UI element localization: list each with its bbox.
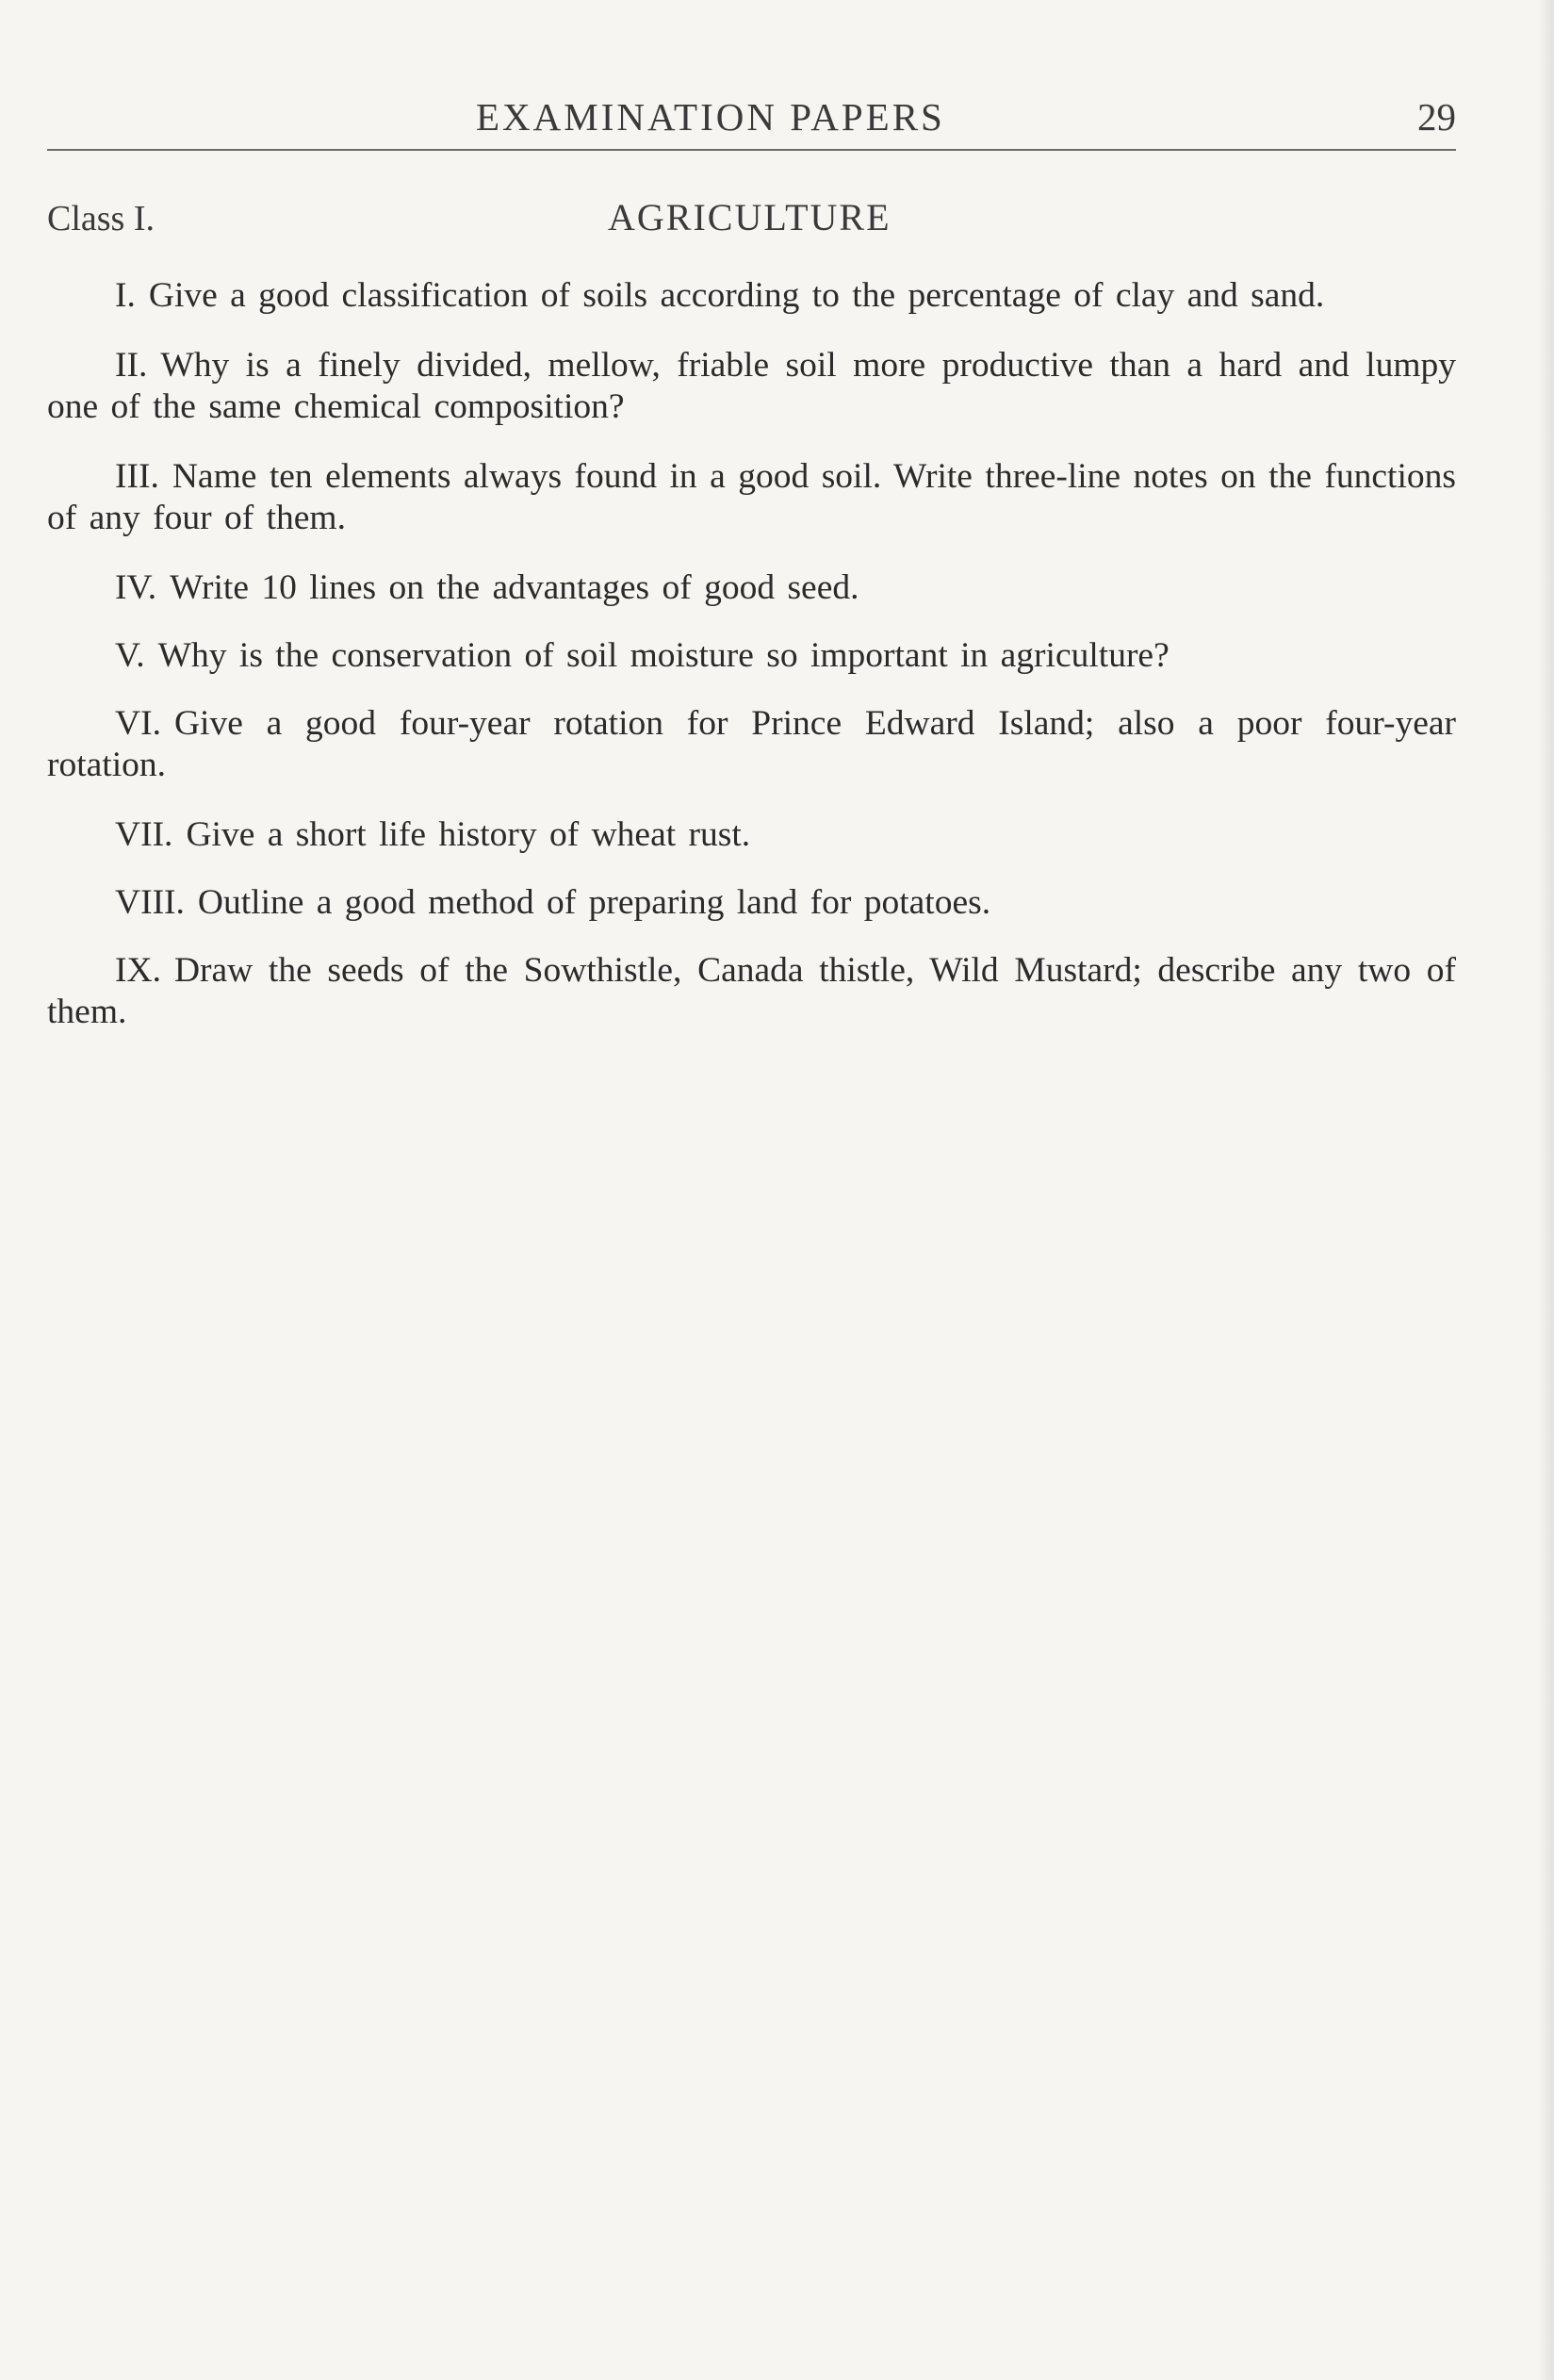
question-text: Why is a finely divided, mellow, friable soil more productive than a hard and lumpy one of the same chemical composition? — [47, 346, 1456, 426]
question-item — [47, 456, 1456, 539]
question-item — [47, 275, 1456, 317]
question-item — [47, 635, 1456, 677]
question-numeral: IX. — [115, 951, 161, 990]
running-head — [47, 94, 1456, 151]
question-item — [47, 814, 1456, 856]
header-rule — [47, 149, 1456, 151]
question-numeral: VIII. — [115, 883, 185, 922]
question-numeral: VI. — [115, 704, 161, 743]
class-label: Class I. — [47, 199, 155, 238]
question-numeral: I. — [115, 276, 136, 315]
question-numeral: IV. — [115, 568, 157, 607]
question-text: Why is the conservation of soil moisture so important in agriculture? — [157, 636, 1170, 675]
question-numeral: V. — [115, 636, 145, 675]
question-item — [47, 567, 1456, 609]
question-item — [47, 882, 1456, 924]
question-text: Name ten elements always found in a good soil. Write three-line notes on the functions of any four of them. — [47, 457, 1456, 537]
question-text: Draw the seeds of the Sowthistle, Canada thistle, Wild Mustard; describe any two of them. — [47, 951, 1456, 1031]
question-item — [47, 950, 1456, 1033]
question-text: Write 10 lines on the advantages of good seed. — [170, 568, 859, 607]
question-text: Give a good classification of soils according to the percentage of clay and sand. — [148, 276, 1325, 315]
subject-title: AGRICULTURE — [608, 196, 892, 238]
question-item — [47, 345, 1456, 428]
question-item — [47, 703, 1456, 786]
question-text: Give a short life history of wheat rust. — [186, 815, 751, 854]
question-list — [47, 275, 1456, 1061]
page-number: 29 — [1417, 95, 1456, 139]
question-text: Give a good four-year rotation for Prince Edward Island; also a poor four-year rotation. — [47, 704, 1456, 784]
running-title: EXAMINATION PAPERS — [476, 95, 945, 139]
scan-edge-shadow — [1537, 0, 1554, 2380]
question-text: Outline a good method of preparing land for potatoes. — [197, 883, 991, 922]
question-numeral: II. — [115, 346, 148, 385]
question-numeral: VII. — [115, 815, 173, 854]
question-numeral: III. — [115, 457, 159, 496]
